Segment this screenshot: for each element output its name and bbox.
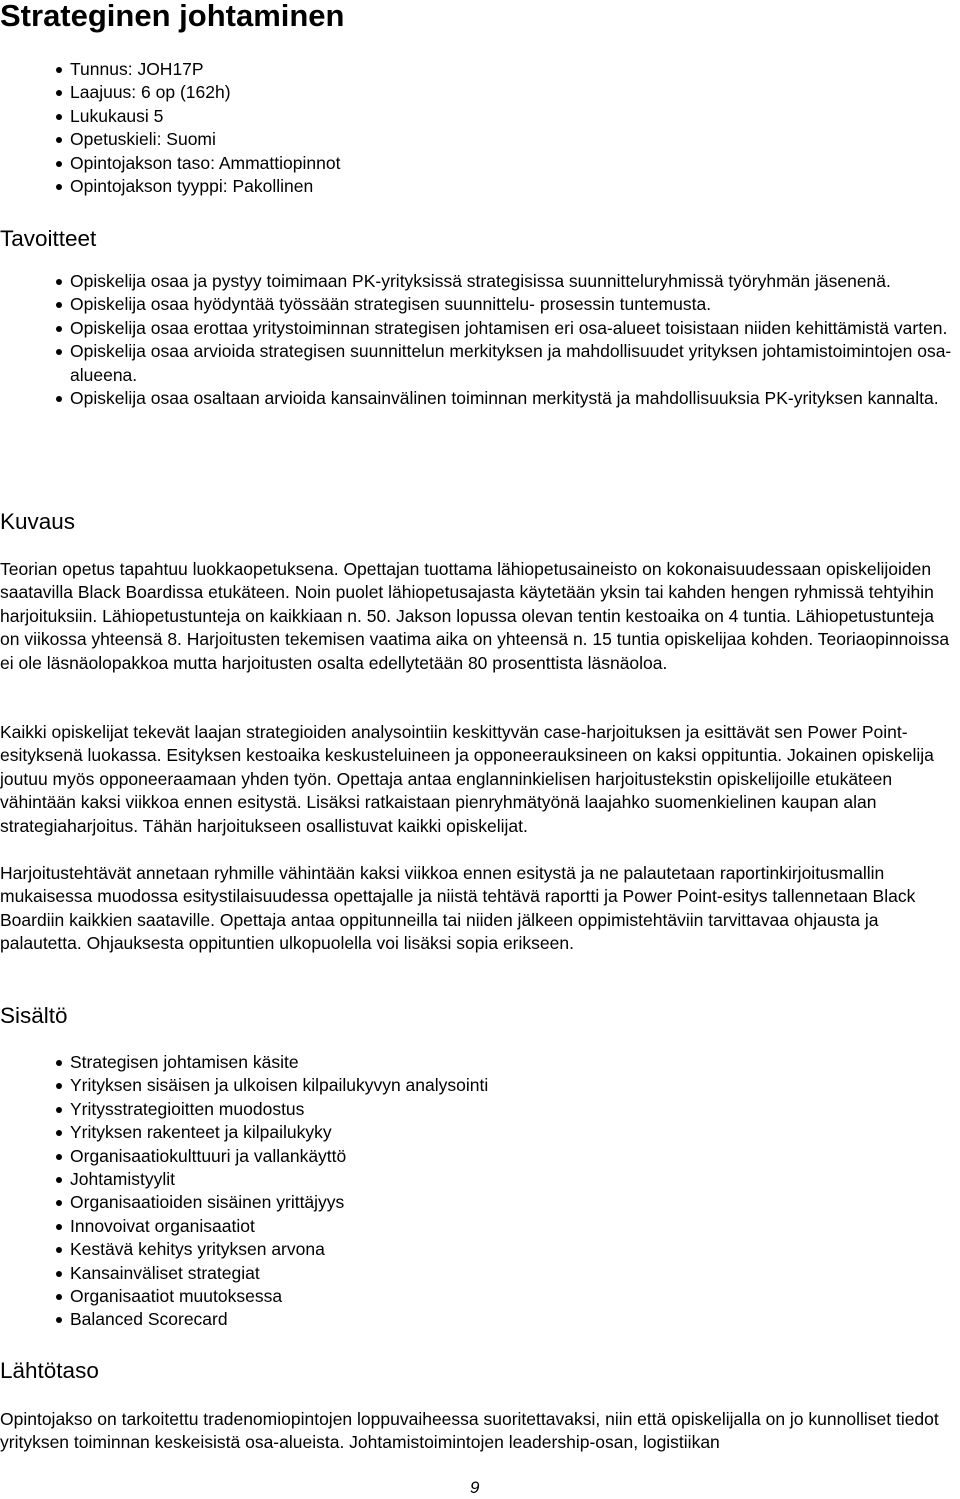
page-title: Strateginen johtaminen bbox=[0, 0, 345, 33]
contents-heading: Sisältö bbox=[0, 1003, 68, 1028]
content-item: Johtamistyylit bbox=[56, 1168, 936, 1191]
description-paragraph-1: Teorian opetus tapahtuu luokkaopetuksena. Opettajan tuottama lähiopetusaineisto on kokonaisuudessaan opiskelijoiden saatavilla Black Boardissa etukäteen. Noin puolet lähiopetusajasta käytetään yksin tai kahden hengen ryhmissä tehtyihin harjoituksiin. Lähiopetustunteja on kaikkiaan n. 50. Jakson lopussa olevan tentin kestoaika on 4 tuntia. Lähiopetustunteja on viikossa yhteensä 8. Harjoitusten tekemisen vaatima aika on yhteensä n. 15 tuntia opiskelijaa kohden. Teoriaopinnoissa ei ole läsnäolopakkoa mutta harjoitusten osalta edellytetään 80 prosenttista läsnäoloa. bbox=[0, 559, 950, 673]
prerequisites-paragraph: Opintojakso on tarkoitettu tradenomiopintojen loppuvaiheessa suoritettavaksi, niin että opiskelijalla on jo kunnolliset tiedot yrityksen toiminnan keskeisistä osa-alueista. Johtamistoimintojen leadership-osan, logistiikan bbox=[0, 1409, 939, 1453]
prerequisites-heading: Lähtötaso bbox=[0, 1358, 99, 1383]
course-info-item: Lukukausi 5 bbox=[56, 105, 936, 128]
content-item: Organisaatioiden sisäinen yrittäjyys bbox=[56, 1191, 936, 1214]
course-info-list bbox=[56, 58, 936, 198]
goal-item: Opiskelija osaa hyödyntää työssään strategisen suunnittelu- prosessin tuntemusta. bbox=[56, 293, 956, 316]
content-item: Kansainväliset strategiat bbox=[56, 1262, 936, 1285]
description-paragraph-3: Harjoitustehtävät annetaan ryhmille vähintään kaksi viikkoa ennen esitystä ja ne palautetaan raportinkirjoitusmallin mukaisessa muodossa esitystilaisuudessa opettajalle ja niistä tehtävä raportti ja Power Point-esitys tallennetaan Black Boardiin kaikkien saataville. Opettaja antaa oppitunneilla tai niiden jälkeen oppimistehtäviin tarvittavaa ohjausta ja palautetta. Ohjauksesta oppituntien ulkopuolella voi lisäksi sopia erikseen. bbox=[0, 863, 916, 954]
content-item: Kestävä kehitys yrityksen arvona bbox=[56, 1238, 936, 1261]
content-item: Yrityksen sisäisen ja ulkoisen kilpailukyvyn analysointi bbox=[56, 1074, 936, 1097]
content-item: Balanced Scorecard bbox=[56, 1308, 936, 1331]
course-info-item: Laajuus: 6 op (162h) bbox=[56, 81, 936, 104]
goals-list bbox=[56, 270, 956, 410]
contents-list bbox=[56, 1051, 936, 1332]
content-item: Innovoivat organisaatiot bbox=[56, 1215, 936, 1238]
course-info-item: Opintojakson taso: Ammattiopinnot bbox=[56, 152, 936, 175]
course-info-item: Opetuskieli: Suomi bbox=[56, 128, 936, 151]
description-heading: Kuvaus bbox=[0, 509, 76, 534]
content-item: Organisaatiot muutoksessa bbox=[56, 1285, 936, 1308]
page-number: 9 bbox=[470, 1478, 480, 1497]
goal-item: Opiskelija osaa arvioida strategisen suunnittelun merkityksen ja mahdollisuudet yrityksen johtamistoimintojen osa-alueena. bbox=[56, 340, 956, 387]
content-item: Strategisen johtamisen käsite bbox=[56, 1051, 936, 1074]
course-info-item: Tunnus: JOH17P bbox=[56, 58, 936, 81]
course-info-item: Opintojakson tyyppi: Pakollinen bbox=[56, 175, 936, 198]
description-paragraph-2: Kaikki opiskelijat tekevät laajan strategioiden analysointiin keskittyvän case-harjoituksen ja esittävät sen Power Point-esityksenä luokassa. Esityksen kestoaika keskusteluineen ja opponeerauksineen on kaksi oppituntia. Jokainen opiskelija joutuu myös opponeeraamaan yhden työn. Opettaja antaa englanninkielisen harjoitustekstin opiskelijoille etukäteen vähintään kaksi viikkoa ennen esitystä. Lisäksi ratkaistaan pienryhmätyönä laajahko suomenkielinen kaupan alan strategiaharjoitus. Tähän harjoitukseen osallistuvat kaikki opiskelijat. bbox=[0, 722, 934, 836]
goal-item: Opiskelija osaa erottaa yritystoiminnan strategisen johtamisen eri osa-alueet toisistaan niiden kehittämistä varten. bbox=[56, 317, 956, 340]
content-item: Organisaatiokulttuuri ja vallankäyttö bbox=[56, 1145, 936, 1168]
goals-heading: Tavoitteet bbox=[0, 226, 97, 251]
goal-item: Opiskelija osaa osaltaan arvioida kansainvälinen toiminnan merkitystä ja mahdollisuuksia PK-yrityksen kannalta. bbox=[56, 387, 956, 410]
content-item: Yrityksen rakenteet ja kilpailukyky bbox=[56, 1121, 936, 1144]
content-item: Yritysstrategioitten muodostus bbox=[56, 1098, 936, 1121]
goal-item: Opiskelija osaa ja pystyy toimimaan PK-yrityksissä strategisissa suunnitteluryhmissä työryhmän jäsenenä. bbox=[56, 270, 956, 293]
